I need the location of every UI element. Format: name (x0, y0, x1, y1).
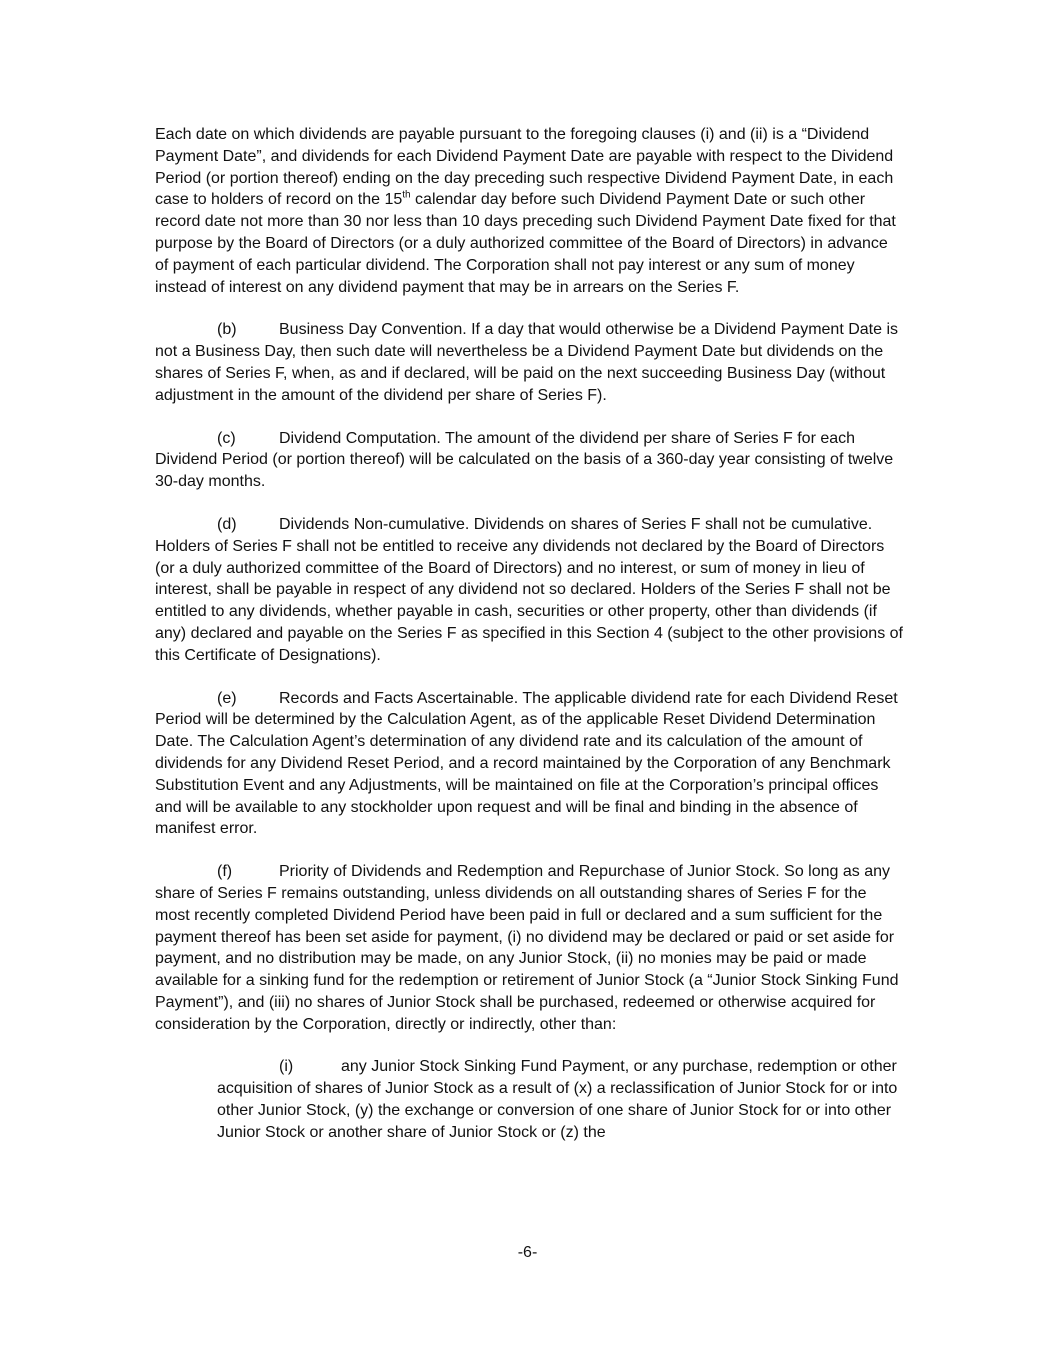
paragraph-text: Each date on which dividends are payable pursuant to the foregoing clauses (i) and (ii) is a “Dividend Payment Date”, and dividends for each Dividend Payment Date are payable with respect to the Dividend Period (or portion thereof) ending on the day preceding such respective Dividend Payment Date, in each case to holders of record on the 15 (155, 126, 894, 209)
section-heading: Dividend Computation. (279, 429, 441, 447)
section-body: The amount of the dividend per share of Series F for each Dividend Period (or portion thereof) will be calculated on the basis of a 360-day year consisting of twelve 30-day months. (155, 429, 894, 491)
section-heading: Priority of Dividends and Redemption and Repurchase of Junior Stock. (279, 863, 780, 881)
section-heading: Records and Facts Ascertainable. (279, 689, 519, 707)
subsection-body: any Junior Stock Sinking Fund Payment, or any purchase, redemption or other acquisition of shares of Junior Stock as a result of (x) a reclassification of Junior Stock for or into other Junior Stock, (y) the exchange or conversion of one share of Junior Stock for or into other Junior Stock or another share of Junior Stock or (z) the (217, 1058, 898, 1141)
subsection-i (217, 1056, 905, 1143)
section-label: (c) (217, 429, 236, 447)
superscript-ordinal: th (402, 190, 411, 202)
section-heading: Business Day Convention. (279, 321, 467, 339)
page-number: -6- (517, 1244, 538, 1261)
document-page (155, 124, 905, 1144)
section-f-priority-of-dividends (155, 861, 905, 1035)
section-heading: Dividends Non-cumulative. (279, 515, 470, 533)
section-label: (b) (217, 321, 237, 339)
paragraph-text: calendar day before such Dividend Payment Date or such other record date not more than 30 nor less than 10 days preceding such Dividend Payment Date fixed for that purpose by the Board of Directors (or a duly authorized committee of the Board of Directors) in advance of payment of each particular dividend. The Corporation shall not pay interest or any sum of money instead of interest on any dividend payment that may be in arrears on the Series F. (155, 191, 896, 296)
section-body: So long as any share of Series F remains outstanding, unless dividends on all outstanding shares of Series F for the most recently completed Dividend Period have been paid in full or declared and a sum sufficient for the payment thereof has been set aside for payment, (i) no dividend may be declared or paid or set aside for payment, and no distribution may be made, on any Junior Stock, (ii) no monies may be paid or made available for a sinking fund for the redemption or retirement of Junior Stock (a “Junior Stock Sinking Fund Payment”), and (iii) no shares of Junior Stock shall be purchased, redeemed or otherwise acquired for consideration by the Corporation, directly or indirectly, other than: (155, 863, 899, 1033)
section-label: (d) (217, 515, 237, 533)
section-body: The applicable dividend rate for each Dividend Reset Period will be determined by the Calculation Agent, as of the applicable Reset Dividend Determination Date. The Calculation Agent’s determination of any dividend rate and its calculation of the amount of dividends for any Dividend Reset Period, and a record maintained by the Corporation of any Benchmark Substitution Event and any Adjustments, will be maintained on file at the Corporation’s principal offices and will be available to any stockholder upon request and will be final and binding in the absence of manifest error. (155, 689, 898, 838)
paragraph-dividend-payment-date (155, 124, 905, 298)
subsection-label: (i) (279, 1058, 294, 1076)
section-label: (f) (217, 863, 233, 881)
section-body: Dividends on shares of Series F shall not be cumulative. Holders of Series F shall not be entitled to receive any dividends not declared by the Board of Directors (or a duly authorized committee of the Board of Directors) and no interest, or sum of money in lieu of interest, shall be payable in respect of any dividend not so declared. Holders of the Series F shall not be entitled to any dividends, whether payable in cash, securities or other property, other than dividends (if any) declared and payable on the Series F as specified in this Section 4 (subject to the other provisions of this Certificate of Designations). (155, 515, 903, 664)
section-body: If a day that would otherwise be a Dividend Payment Date is not a Business Day, then such date will nevertheless be a Dividend Payment Date but dividends on the shares of Series F, when, as and if declared, will be paid on the next succeeding Business Day (without adjustment in the amount of the dividend per share of Series F). (155, 321, 898, 404)
section-e-records-and-facts (155, 688, 905, 841)
section-b-business-day-convention (155, 319, 905, 406)
section-label: (e) (217, 689, 237, 707)
section-d-dividends-non-cumulative (155, 514, 905, 667)
section-c-dividend-computation (155, 428, 905, 493)
